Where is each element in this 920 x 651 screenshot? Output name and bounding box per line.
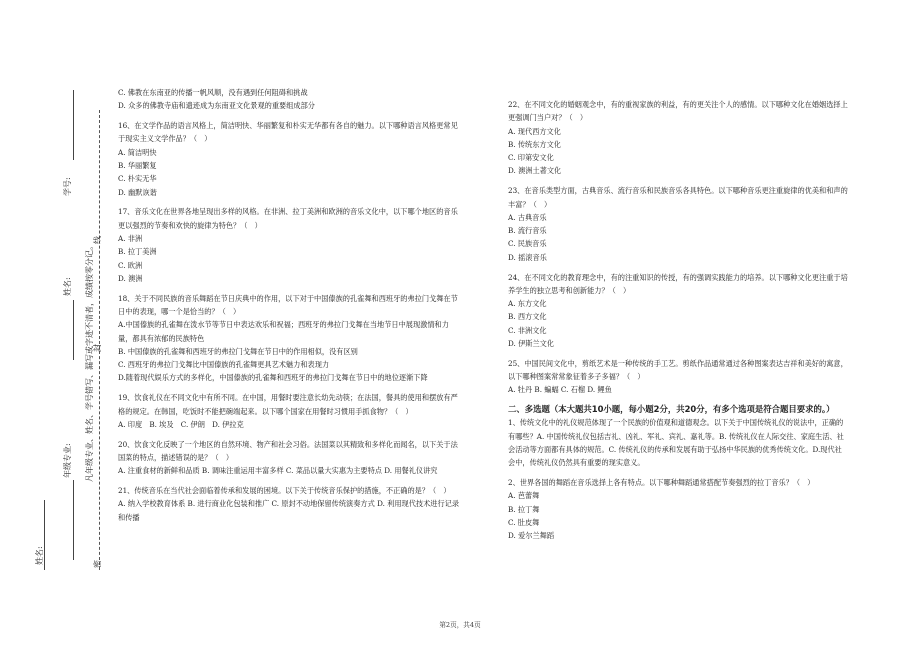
question-line: C. 非洲文化 — [508, 325, 547, 335]
seal-mark-mi: 密 — [93, 560, 102, 568]
question-line: A.中国傣族的孔雀舞在泼水节等节日中表达欢乐和祝福；西班牙的弗拉门戈舞在当地节日中展现激情和力量，都具有浓郁的民族特色 — [118, 320, 449, 343]
question-line: C. 印第安文化 — [508, 153, 554, 163]
question-line: 20、饮食文化反映了一个地区的自然环境、物产和社会习俗。法国菜以其精致和多样化而闻名，以下关于法国菜的特点，描述错误的是？（ ） — [118, 439, 458, 462]
question-line: B. 流行音乐 — [508, 226, 547, 236]
question-line: 17、音乐文化在世界各地呈现出多样的风格。在非洲、拉丁美洲和欧洲的音乐文化中，以下哪个地区的音乐更以强烈的节奏和欢快的旋律为特色？（ ） — [118, 207, 458, 230]
page-footer: 第2页，共4页 — [439, 621, 481, 629]
question-line: A. 非洲 — [118, 233, 143, 243]
question-line: A. 东方文化 — [508, 299, 547, 309]
question-line: 25、中国民间文化中，剪纸艺术是一种传统的手工艺。剪纸作品通常通过各种图案表达吉祥和美好的寓意，以下哪种图案常常象征着多子多福？（ ） — [508, 358, 848, 382]
question-line: A. 现代西方文化 — [508, 126, 561, 136]
question-line: A. 纳入学校教育体系 B. 进行商业化包装和推广 C. 原封不动地保留传统演奏方式 D. 利用现代技术进行记录和传播 — [118, 499, 460, 522]
student-name-label: 姓名: — [35, 546, 44, 565]
question-line: 18、关于不同民族的音乐舞蹈在节日庆典中的作用，以下对于中国傣族的孔雀舞和西班牙的弗拉门戈舞在节日中的表现，哪一个是恰当的？（ ） — [118, 293, 458, 316]
question-line: 22、在不同文化的婚姻观念中，有的重视家族的利益，有的更关注个人的感情。以下哪种文化在婚姻选择上更强调门当户对？（ ） — [508, 100, 848, 123]
question-line: D. 澳洲 — [118, 273, 143, 283]
question-line: C. 欧洲 — [118, 260, 143, 270]
question-line: 16、在文学作品的语言风格上，简洁明快、华丽繁复和朴实无华都有各自的魅力。以下哪种语言风格更常见于现实主义文学作品？（ ） — [118, 121, 458, 144]
grade-fill-line — [73, 480, 74, 560]
question-line: 21、传统音乐在当代社会面临着传承和发展的困境。以下关于传统音乐保护的措施，不正确的是？（ ） — [118, 486, 451, 496]
question-line: A. 芭蕾舞 — [508, 491, 540, 501]
question-line: A. 注重食材的新鲜和品质 B. 调味注重运用丰富多样 C. 菜品以量大实惠为主要特点 D. 用餐礼仪讲究 — [118, 466, 438, 476]
question-line: 1、传统文化中的礼仪规范体现了一个民族的价值观和道德观念。以下关于中国传统礼仪的说法中，正确的有哪些？A. 中国传统礼仪包括吉礼、凶礼、军礼、宾礼、嘉礼等。B. 传统礼仪在人际交往、家庭生活、社会活动等方面都有具体的规范。C. 传统礼仪的传承和发展有助于弘扬中华民族的优秀传统文化。D.现代社会中，传统礼仪仍然具有重要的现实意义。 — [508, 418, 844, 468]
question-line: D. 伊斯兰文化 — [508, 339, 555, 349]
question-line: D. 摇滚音乐 — [508, 252, 547, 262]
question-line: B. 拉丁舞 — [508, 504, 540, 514]
grade-major-label: 年级专业: — [63, 443, 72, 478]
question-line: D. 爱尔兰舞蹈 — [508, 531, 555, 541]
left-column — [118, 86, 463, 524]
question-line: 23、在音乐类型方面，古典音乐、流行音乐和民族音乐各具特色。以下哪种音乐更注重旋律的优美和和声的丰富？（ ） — [508, 186, 848, 209]
question-line: C. 朴实无华 — [118, 174, 157, 184]
question-line: D. 众多的佛教寺庙和遗迹成为东南亚文化景观的重要组成部分 — [118, 101, 315, 111]
name-fill-line — [73, 300, 74, 360]
binding-dashed-line — [99, 110, 100, 570]
question-line: B. 中国傣族的孔雀舞和西班牙的弗拉门戈舞在节日中的作用相似，没有区别 — [118, 346, 358, 356]
id-label: 学号: — [63, 177, 72, 196]
question-line: D. 幽默诙谐 — [118, 187, 157, 197]
question-line: A. 古典音乐 — [508, 212, 547, 222]
right-column — [508, 98, 848, 542]
question-line: D.随着现代娱乐方式的多样化，中国傣族的孔雀舞和西班牙的弗拉门戈舞在节日中的地位逐渐下降 — [118, 373, 428, 383]
question-line: C. 肚皮舞 — [508, 517, 540, 527]
question-line: B. 传统东方文化 — [508, 139, 561, 149]
question-line: C. 民族音乐 — [508, 239, 547, 249]
question-line: A. 简洁明快 — [118, 147, 157, 157]
seal-mark-xian: 线 — [93, 236, 102, 244]
question-line: B. 西方文化 — [508, 312, 547, 322]
question-line: A. 牡丹 B. 蝙蝠 C. 石榴 D. 鲤鱼 — [508, 385, 612, 395]
id-fill-line — [73, 90, 74, 160]
binding-notice: 凡年级专业、姓名、学号错写、漏写或字迹不清者，成绩按零分记。 — [85, 242, 94, 482]
question-line: C. 西班牙的弗拉门戈舞比中国傣族的孔雀舞更具艺术魅力和表现力 — [118, 360, 330, 370]
question-line: B. 华丽繁复 — [118, 160, 157, 170]
seal-mark-feng: 封 — [93, 344, 102, 352]
question-line: C. 佛教在东南亚的传播一帆风顺，没有遇到任何阻碍和挑战 — [118, 88, 308, 97]
question-line: 2、世界各国的舞蹈在音乐选择上各有特点。以下哪种舞蹈通常搭配节奏强烈的拉丁音乐？（ ） — [508, 477, 815, 487]
name-label: 姓名: — [63, 277, 72, 296]
section-heading: 二、多选题（本大题共10小题，每小题2分，共20分，有多个选项是符合题目要求的。） — [508, 404, 835, 415]
question-line: A. 印度 B. 埃及 C. 伊朗 D. 伊拉克 — [118, 419, 244, 429]
question-line: D. 澳洲土著文化 — [508, 166, 562, 176]
question-line: 19、饮食礼仪在不同文化中有所不同。在中国，用餐时要注意长幼先动筷；在法国，餐具的使用和摆放有严格的规定。在韩国，吃饭时不能把碗端起来。以下哪个国家在用餐时习惯用手抓食物？（ ） — [118, 393, 458, 416]
question-line: 24、在不同文化的教育理念中，有的注重知识的传授，有的强调实践能力的培养。以下哪种文化更注重于培养学生的独立思考和创新能力？（ ） — [508, 272, 848, 295]
question-line: B. 拉丁美洲 — [118, 247, 157, 257]
